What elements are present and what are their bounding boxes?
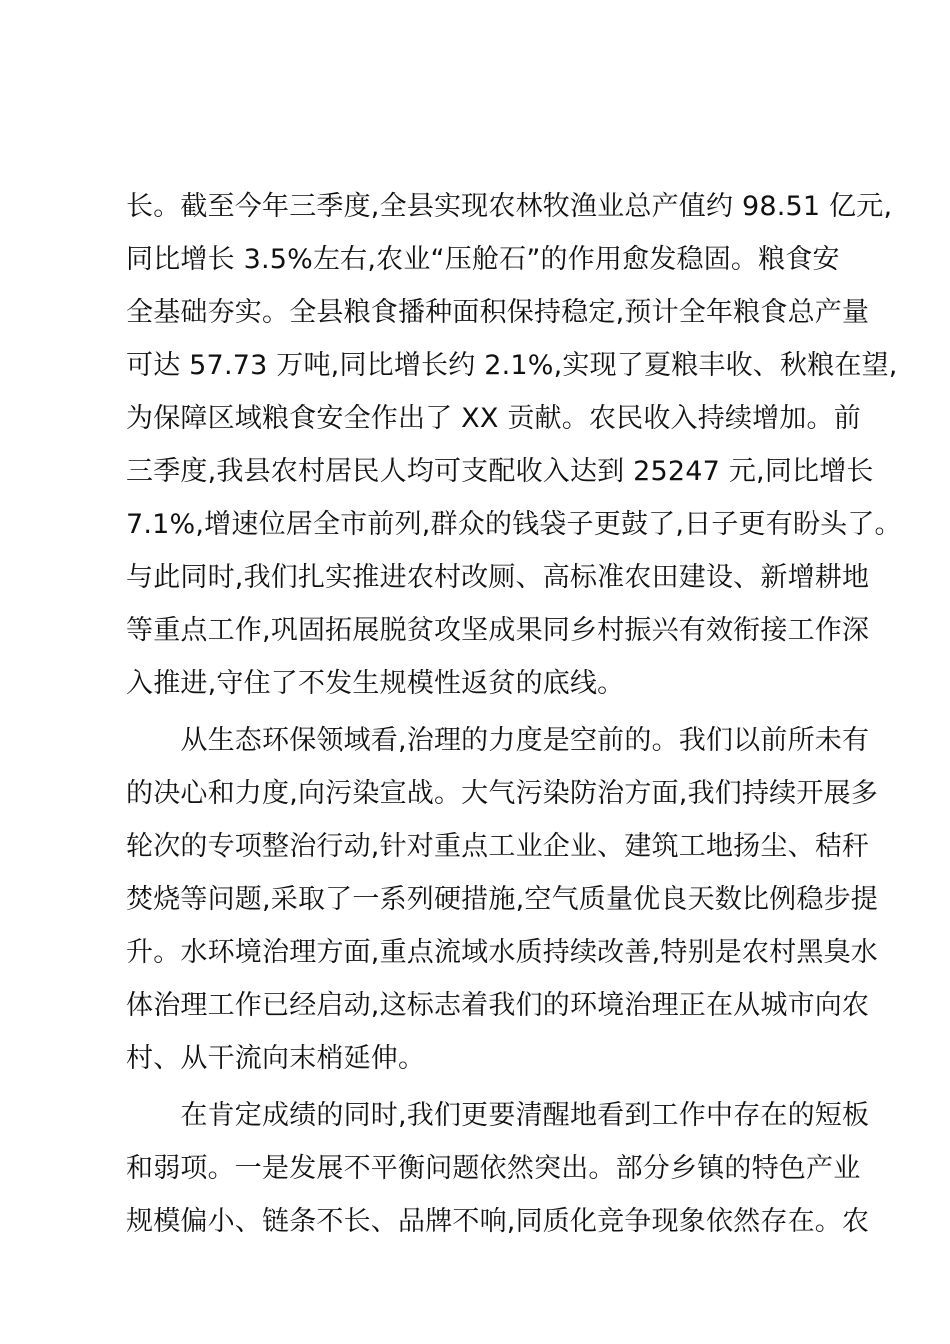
text-line: 和弱项。一是发展不平衡问题依然突出。部分乡镇的特色产业 xyxy=(126,1153,861,1184)
text-line: 村、从干流向末梢延伸。 xyxy=(126,1043,426,1074)
text-line: 在肯定成绩的同时,我们更要清醒地看到工作中存在的短板 xyxy=(126,1100,870,1131)
text-line: 为保障区域粮食安全作出了 XX 贡献。农民收入持续增加。前 xyxy=(126,403,861,434)
text-line: 从生态环保领域看,治理的力度是空前的。我们以前所未有 xyxy=(126,725,870,756)
text-line: 同比增长 3.5%左右,农业“压舱石”的作用愈发稳固。粮食安 xyxy=(126,244,840,275)
text-line: 全基础夯实。全县粮食播种面积保持稳定,预计全年粮食总产量 xyxy=(126,297,870,328)
text-line: 升。水环境治理方面,重点流域水质持续改善,特别是农村黑臭水 xyxy=(126,937,878,968)
body-text xyxy=(126,184,902,1252)
text-line: 入推进,守住了不发生规模性返贫的底线。 xyxy=(126,668,625,699)
text-line: 与此同时,我们扎实推进农村改厕、高标准农田建设、新增耕地 xyxy=(126,562,870,593)
text-line: 的决心和力度,向污染宣战。大气污染防治方面,我们持续开展多 xyxy=(126,778,878,809)
text-line: 规模偏小、链条不长、品牌不响,同质化竞争现象依然存在。农 xyxy=(126,1206,870,1237)
text-line: 三季度,我县农村居民人均可支配收入达到 25247 元,同比增长 xyxy=(126,456,874,487)
text-line: 焚烧等问题,采取了一系列硬措施,空气质量优良天数比例稳步提 xyxy=(126,884,878,915)
text-line: 7.1%,增速位居全市前列,群众的钱袋子更鼓了,日子更有盼头了。 xyxy=(126,509,902,540)
text-line: 长。截至今年三季度,全县实现农林牧渔业总产值约 98.51 亿元, xyxy=(126,191,893,222)
text-line: 等重点工作,巩固拓展脱贫攻坚成果同乡村振兴有效衔接工作深 xyxy=(126,615,870,646)
text-line: 轮次的专项整治行动,针对重点工业企业、建筑工地扬尘、秸秆 xyxy=(126,831,870,862)
text-line: 可达 57.73 万吨,同比增长约 2.1%,实现了夏粮丰收、秋粮在望, xyxy=(126,350,898,381)
text-line: 体治理工作已经启动,这标志着我们的环境治理正在从城市向农 xyxy=(126,990,870,1021)
